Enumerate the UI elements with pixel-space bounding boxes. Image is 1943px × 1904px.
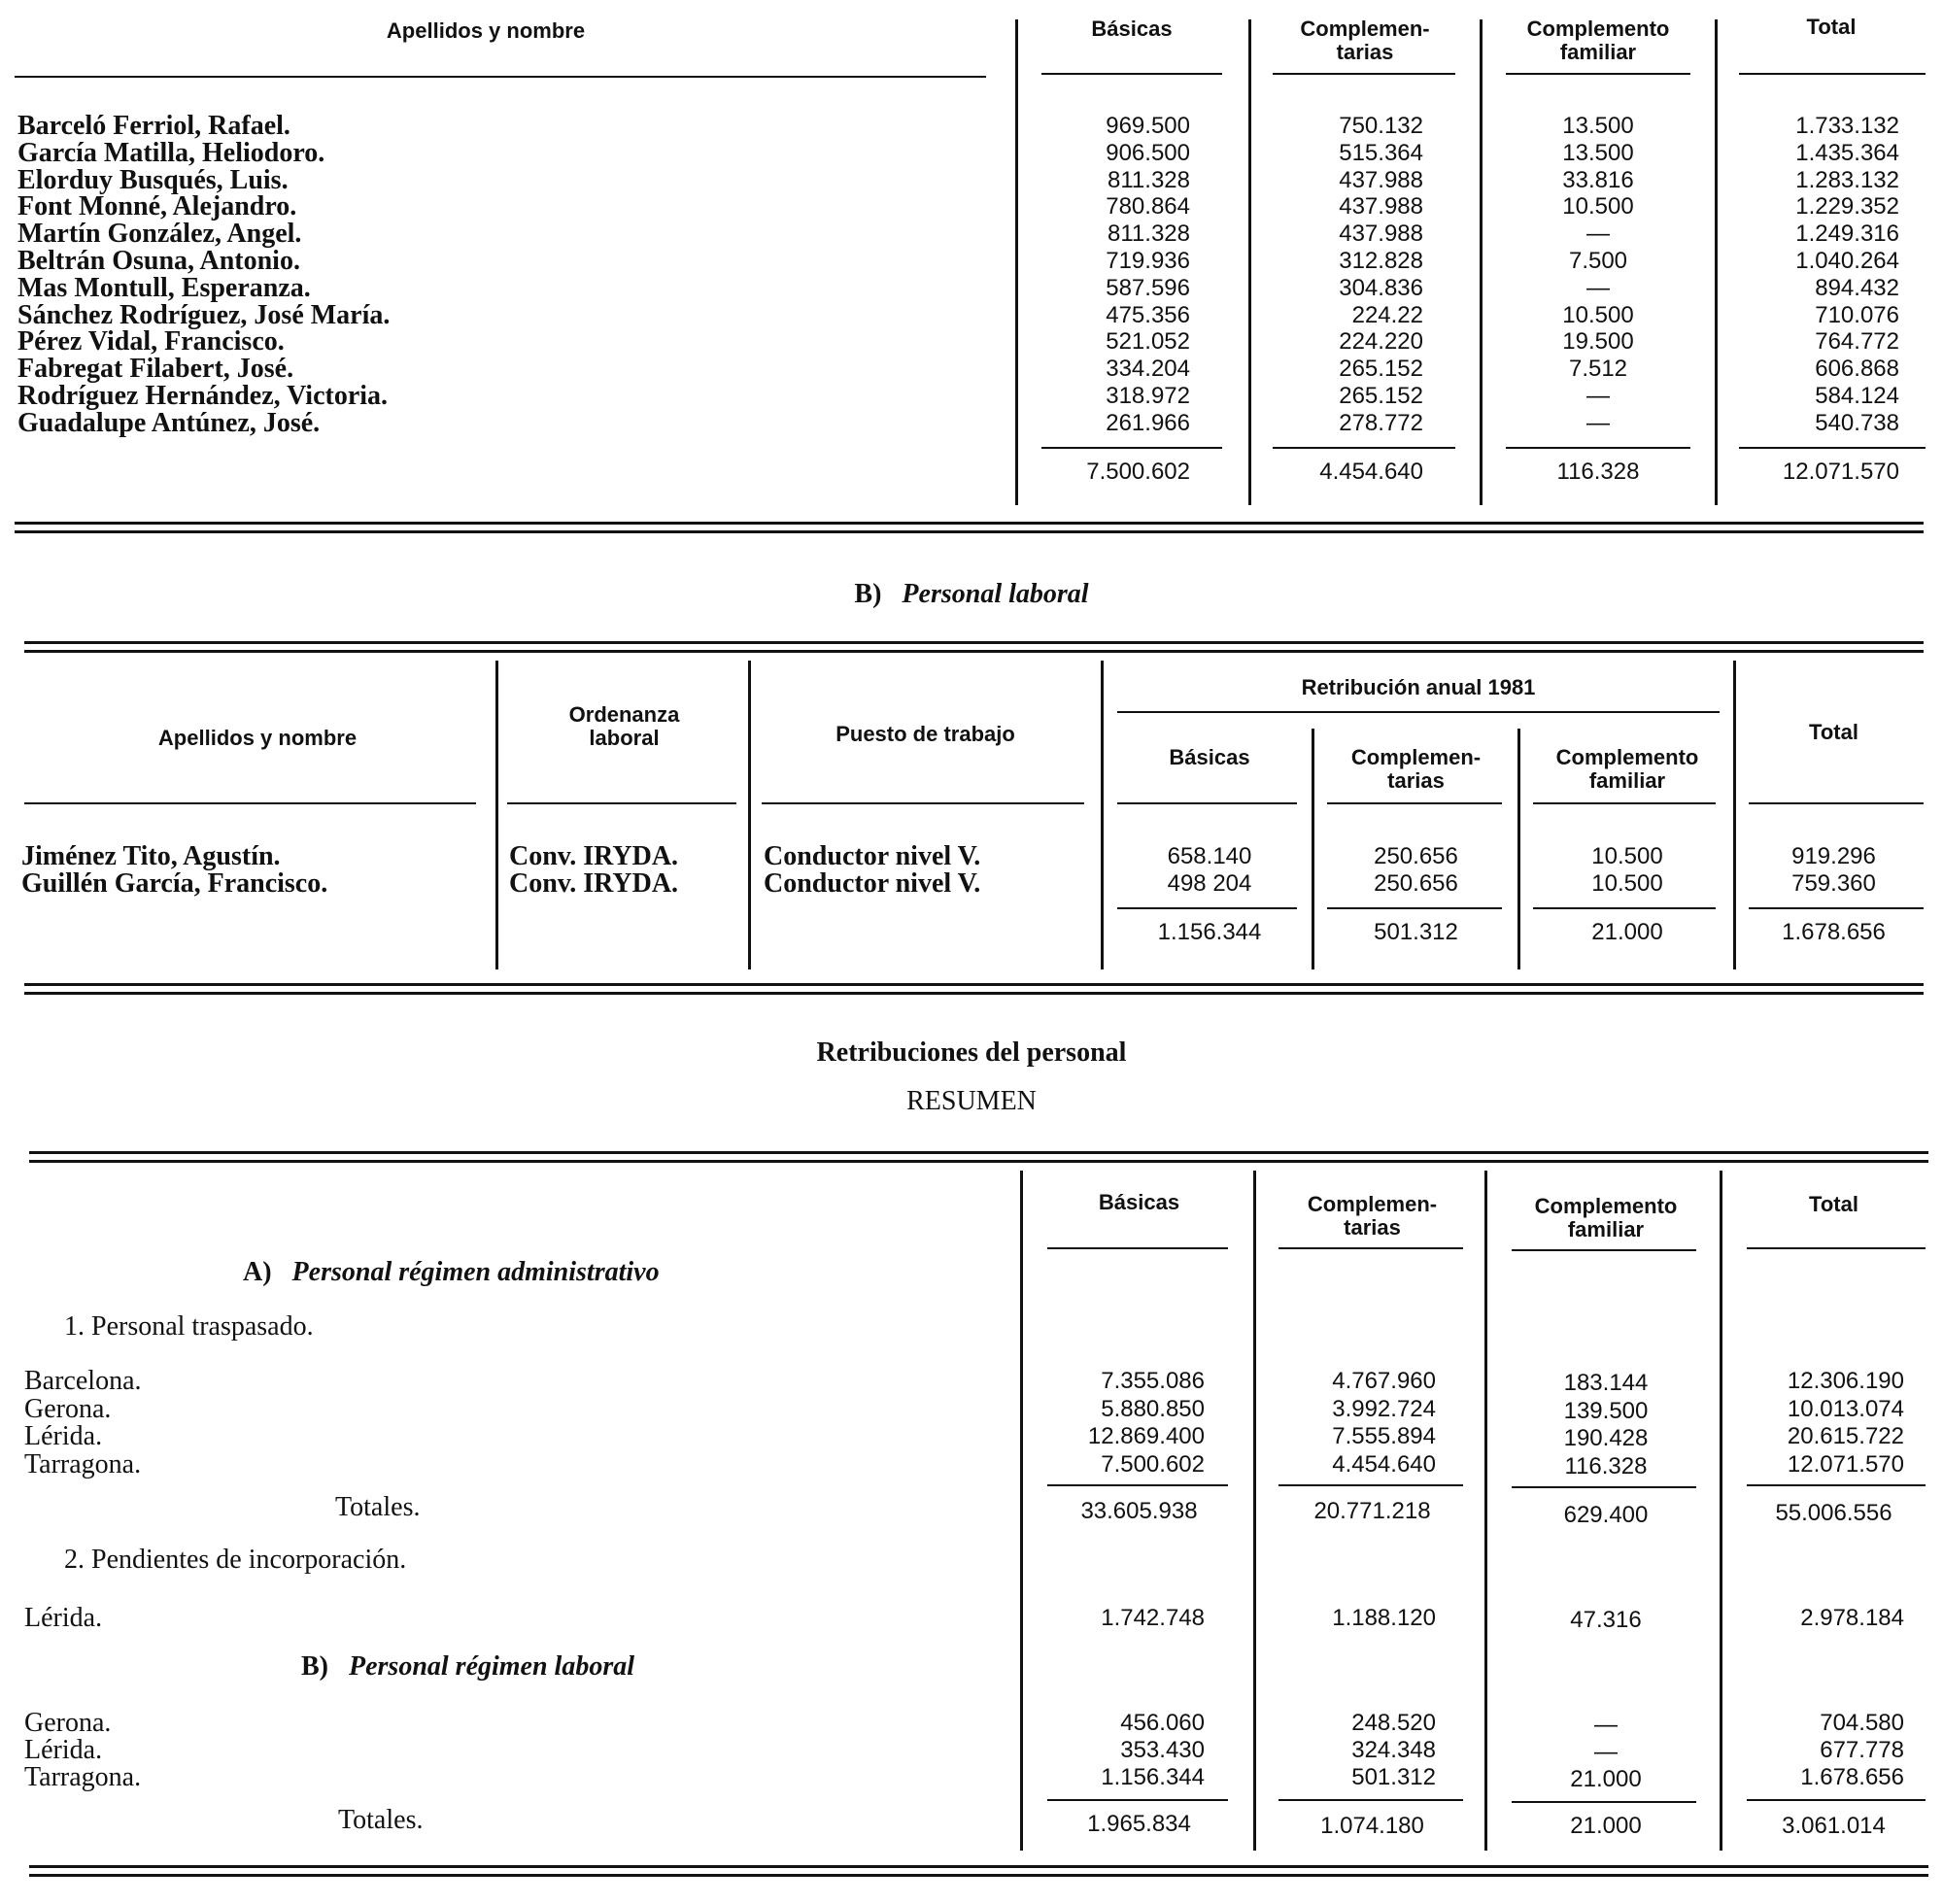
header-retribucion: Retribución anual 1981	[1301, 675, 1536, 699]
row-total: 20.615.722	[1787, 1423, 1904, 1449]
row-name: Pérez Vidal, Francisco.	[17, 326, 285, 357]
row-complementarias: 750.132	[1339, 113, 1423, 139]
header-total: Total	[1809, 1192, 1858, 1216]
sub1-total-familiar: 629.400	[1563, 1502, 1649, 1528]
row-complementarias: 250.656	[1374, 843, 1458, 869]
row-total: 677.778	[1820, 1737, 1904, 1763]
row-complementarias: 224.22	[1351, 301, 1423, 328]
row-complementarias: 324.348	[1351, 1737, 1436, 1763]
rule	[1273, 73, 1455, 75]
rule	[1117, 711, 1720, 713]
b-total-familiar: 21.000	[1570, 1813, 1642, 1839]
row-complementarias: 265.152	[1339, 383, 1423, 409]
row-total: 10.013.074	[1787, 1395, 1904, 1422]
row-familiar: 21.000	[1570, 1766, 1642, 1792]
rule	[1506, 73, 1690, 75]
column-divider	[495, 661, 498, 969]
row-total: 1.678.656	[1800, 1764, 1904, 1790]
row-familiar: 13.500	[1562, 139, 1634, 166]
rule	[1512, 1249, 1696, 1251]
row-basicas: 353.430	[1120, 1737, 1205, 1763]
double-rule	[24, 992, 1924, 995]
row-total: 1.040.264	[1795, 248, 1899, 274]
header-familiar: Complemento familiar	[1526, 17, 1670, 64]
rule	[1041, 447, 1222, 449]
row-basicas: 7.500.602	[1101, 1450, 1205, 1478]
column-divider	[1715, 19, 1718, 505]
resumen-title: Retribuciones del personal	[816, 1037, 1127, 1068]
rule	[1749, 907, 1924, 909]
row-familiar: 10.500	[1591, 870, 1663, 897]
rule	[1047, 1799, 1228, 1801]
rule	[1749, 802, 1924, 804]
row-total: 12.071.570	[1787, 1450, 1904, 1478]
column-divider	[1733, 661, 1736, 969]
row-name: García Matilla, Heliodoro.	[17, 137, 325, 168]
rule	[1273, 447, 1455, 449]
row-name: Lérida.	[24, 1603, 103, 1633]
row-name: Barcelona.	[24, 1366, 142, 1396]
section-b-name: Personal laboral	[902, 579, 1089, 609]
row-complementarias: 224.220	[1339, 328, 1423, 356]
row-total: 704.580	[1820, 1710, 1904, 1736]
rule	[1739, 73, 1926, 75]
row-total: 584.124	[1815, 383, 1899, 409]
row-familiar: 10.500	[1562, 301, 1634, 328]
sub1-total-complementarias: 20.771.218	[1313, 1498, 1431, 1524]
row-name: Gerona.	[24, 1393, 112, 1424]
total-basicas: 1.156.344	[1157, 919, 1262, 945]
header-basicas: Básicas	[1169, 745, 1250, 769]
group-a-title: Personal régimen administrativo	[291, 1257, 660, 1287]
row-total: 606.868	[1815, 356, 1899, 383]
row-name: Rodríguez Hernández, Victoria.	[17, 381, 389, 411]
row-total: 759.360	[1791, 870, 1876, 897]
row-name: Elorduy Busqués, Luis.	[17, 164, 289, 195]
row-basicas: 334.204	[1106, 356, 1190, 383]
row-familiar: 47.316	[1570, 1607, 1642, 1633]
row-basicas: 906.500	[1106, 139, 1190, 166]
row-basicas: 498 204	[1167, 870, 1252, 897]
group-a-heading	[243, 1257, 660, 1288]
row-complementarias: 7.555.894	[1332, 1423, 1436, 1449]
row-familiar: —	[1594, 1712, 1618, 1738]
total-basicas: 7.500.602	[1086, 459, 1190, 485]
row-total: 764.772	[1815, 328, 1899, 356]
header-complementarias: Complemen- tarias	[1307, 1192, 1438, 1240]
double-rule	[15, 522, 1924, 525]
row-total: 1.229.352	[1795, 193, 1899, 221]
resumen-subtitle: RESUMEN	[906, 1086, 1037, 1116]
row-familiar: 139.500	[1563, 1397, 1649, 1424]
header-name: Apellidos y nombre	[157, 726, 358, 750]
rule	[1278, 1484, 1463, 1486]
row-familiar: 7.500	[1568, 248, 1628, 274]
row-familiar: 13.500	[1562, 113, 1634, 139]
row-complementarias: 437.988	[1339, 221, 1423, 248]
row-familiar: 7.512	[1568, 356, 1628, 383]
group-b-letter: B)	[301, 1651, 328, 1682]
row-familiar: —	[1586, 274, 1610, 301]
row-basicas: 1.156.344	[1101, 1764, 1205, 1790]
row-total: 1.435.364	[1795, 139, 1899, 166]
b-total-complementarias: 1.074.180	[1320, 1813, 1424, 1839]
b-total-total: 3.061.014	[1782, 1813, 1886, 1839]
row-name: Lérida.	[24, 1421, 103, 1451]
row-complementarias: 278.772	[1339, 409, 1423, 436]
column-divider	[1253, 1171, 1256, 1851]
row-name: Font Monné, Alejandro.	[17, 191, 297, 222]
row-familiar: 10.500	[1591, 843, 1663, 869]
row-basicas: 7.355.086	[1101, 1368, 1205, 1394]
row-complementarias: 437.988	[1339, 166, 1423, 193]
header-complementarias: Complemen- tarias	[1300, 17, 1430, 64]
row-total: 1.283.132	[1795, 166, 1899, 193]
column-divider	[1517, 729, 1520, 969]
row-basicas: 12.869.400	[1087, 1423, 1205, 1449]
header-name: Apellidos y nombre	[386, 18, 586, 43]
column-divider	[1720, 1171, 1722, 1851]
row-complementarias: 248.520	[1351, 1710, 1436, 1736]
column-divider	[1101, 661, 1104, 969]
rule	[1327, 802, 1502, 804]
row-name: Barceló Ferriol, Rafael.	[17, 111, 290, 141]
row-total: 540.738	[1815, 409, 1899, 436]
column-divider	[1480, 19, 1483, 505]
header-complementarias: Complemen- tarias	[1350, 745, 1482, 793]
row-familiar: 33.816	[1562, 166, 1634, 193]
row-familiar: —	[1586, 409, 1610, 436]
row-complementarias: 265.152	[1339, 356, 1423, 383]
double-rule	[24, 983, 1924, 986]
b-total-basicas: 1.965.834	[1087, 1811, 1191, 1837]
rule	[507, 802, 736, 804]
rule	[1041, 73, 1222, 75]
row-name: Guillén García, Francisco.	[21, 868, 328, 899]
row-name: Tarragona.	[24, 1448, 142, 1479]
column-divider	[1248, 19, 1251, 505]
row-name: Tarragona.	[24, 1762, 142, 1792]
total-total: 1.678.656	[1782, 919, 1886, 945]
rule	[1512, 1486, 1696, 1488]
row-basicas: 719.936	[1106, 248, 1190, 274]
header-ordenanza: Ordenanza laboral	[568, 702, 680, 750]
row-name: Jiménez Tito, Agustín.	[21, 841, 281, 871]
group-a-letter: A)	[243, 1257, 272, 1287]
sub1-totals-label: Totales.	[335, 1492, 421, 1522]
rule	[15, 76, 986, 78]
rule	[1747, 1484, 1926, 1486]
double-rule	[29, 1874, 1928, 1877]
row-familiar: —	[1586, 221, 1610, 248]
row-total: 2.978.184	[1800, 1605, 1904, 1631]
rule	[1512, 1801, 1696, 1803]
row-name: Fabregat Filabert, José.	[17, 354, 294, 385]
rule	[1278, 1247, 1463, 1249]
row-complementarias: 250.656	[1374, 870, 1458, 897]
rule	[1117, 907, 1297, 909]
row-name: Gerona.	[24, 1708, 112, 1738]
double-rule	[29, 1151, 1928, 1154]
row-total: 919.296	[1791, 843, 1876, 869]
rule	[1117, 802, 1297, 804]
row-name: Sánchez Rodríguez, José María.	[17, 299, 391, 330]
rule	[1533, 907, 1716, 909]
row-ordenanza: Conv. IRYDA.	[509, 841, 679, 871]
row-puesto: Conductor nivel V.	[764, 868, 981, 899]
row-total: 710.076	[1815, 301, 1899, 328]
header-total: Total	[1806, 15, 1857, 39]
row-familiar: —	[1594, 1739, 1618, 1765]
row-familiar: 190.428	[1563, 1425, 1649, 1451]
rule	[1047, 1247, 1228, 1249]
rule	[1747, 1247, 1926, 1249]
row-ordenanza: Conv. IRYDA.	[509, 868, 679, 899]
row-basicas: 780.864	[1106, 193, 1190, 221]
double-rule	[29, 1160, 1928, 1163]
row-basicas: 475.356	[1106, 301, 1190, 328]
sub2-heading: 2. Pendientes de incorporación.	[64, 1545, 407, 1575]
rule	[762, 802, 1084, 804]
row-complementarias: 3.992.724	[1332, 1395, 1436, 1422]
total-complementarias: 4.454.640	[1319, 459, 1423, 485]
rule	[1739, 447, 1926, 449]
row-familiar: 10.500	[1562, 193, 1634, 221]
row-complementarias: 437.988	[1339, 193, 1423, 221]
row-basicas: 658.140	[1167, 843, 1252, 869]
group-b-heading	[301, 1651, 634, 1683]
total-complementarias: 501.312	[1374, 919, 1458, 945]
row-basicas: 521.052	[1106, 328, 1190, 356]
rule	[1327, 907, 1502, 909]
rule	[1278, 1799, 1463, 1801]
header-familiar: Complemento familiar	[1555, 745, 1699, 793]
row-name: Lérida.	[24, 1735, 103, 1765]
row-complementarias: 1.188.120	[1332, 1605, 1436, 1631]
double-rule	[24, 641, 1924, 644]
header-basicas: Básicas	[1098, 1190, 1180, 1214]
column-divider	[1484, 1171, 1487, 1851]
row-basicas: 5.880.850	[1101, 1395, 1205, 1422]
double-rule	[29, 1865, 1928, 1868]
group-b-title: Personal régimen laboral	[349, 1651, 635, 1682]
row-basicas: 456.060	[1120, 1710, 1205, 1736]
row-basicas: 261.966	[1106, 409, 1190, 436]
rule	[24, 802, 476, 804]
row-name: Guadalupe Antúnez, José.	[17, 407, 321, 438]
header-familiar: Complemento familiar	[1534, 1194, 1678, 1241]
row-complementarias: 304.836	[1339, 274, 1423, 301]
total-familiar: 116.328	[1556, 459, 1640, 485]
row-total: 1.249.316	[1795, 221, 1899, 248]
row-total: 894.432	[1815, 274, 1899, 301]
header-puesto: Puesto de trabajo	[835, 722, 1015, 746]
header-basicas: Básicas	[1091, 17, 1173, 41]
rule	[1747, 1799, 1926, 1801]
row-familiar: 116.328	[1564, 1452, 1648, 1479]
row-name: Martín González, Angel.	[17, 219, 302, 250]
sub1-total-basicas: 33.605.938	[1080, 1498, 1198, 1524]
row-complementarias: 515.364	[1339, 139, 1423, 166]
row-basicas: 969.500	[1106, 113, 1190, 139]
sub1-heading: 1. Personal traspasado.	[64, 1311, 314, 1342]
row-basicas: 811.328	[1108, 166, 1190, 193]
row-familiar: —	[1586, 383, 1610, 409]
rule	[1506, 447, 1690, 449]
section-b-title	[0, 579, 1943, 610]
row-complementarias: 4.767.960	[1332, 1368, 1436, 1394]
row-basicas: 1.742.748	[1101, 1605, 1205, 1631]
row-familiar: 19.500	[1562, 328, 1634, 356]
row-basicas: 811.328	[1108, 221, 1190, 248]
rule	[1047, 1484, 1228, 1486]
row-basicas: 587.596	[1106, 274, 1190, 301]
rule	[1533, 802, 1716, 804]
column-divider	[1015, 19, 1018, 505]
b-totals-label: Totales.	[338, 1805, 424, 1835]
double-rule	[24, 650, 1924, 653]
sub1-total-total: 55.006.556	[1775, 1500, 1892, 1526]
section-b-letter: B)	[854, 579, 882, 609]
row-total: 1.733.132	[1795, 113, 1899, 139]
total-total: 12.071.570	[1782, 459, 1899, 485]
double-rule	[15, 530, 1924, 533]
column-divider	[748, 661, 751, 969]
row-name: Mas Montull, Esperanza.	[17, 272, 311, 303]
row-complementarias: 501.312	[1351, 1764, 1436, 1790]
row-name: Beltrán Osuna, Antonio.	[17, 246, 300, 276]
column-divider	[1312, 729, 1314, 969]
column-divider	[1020, 1171, 1023, 1851]
row-complementarias: 312.828	[1339, 248, 1423, 274]
row-basicas: 318.972	[1106, 383, 1190, 409]
row-familiar: 183.144	[1563, 1370, 1649, 1396]
row-total: 12.306.190	[1787, 1368, 1904, 1394]
header-total: Total	[1809, 720, 1858, 744]
row-complementarias: 4.454.640	[1332, 1450, 1436, 1478]
row-puesto: Conductor nivel V.	[764, 841, 981, 871]
total-familiar: 21.000	[1591, 919, 1663, 945]
